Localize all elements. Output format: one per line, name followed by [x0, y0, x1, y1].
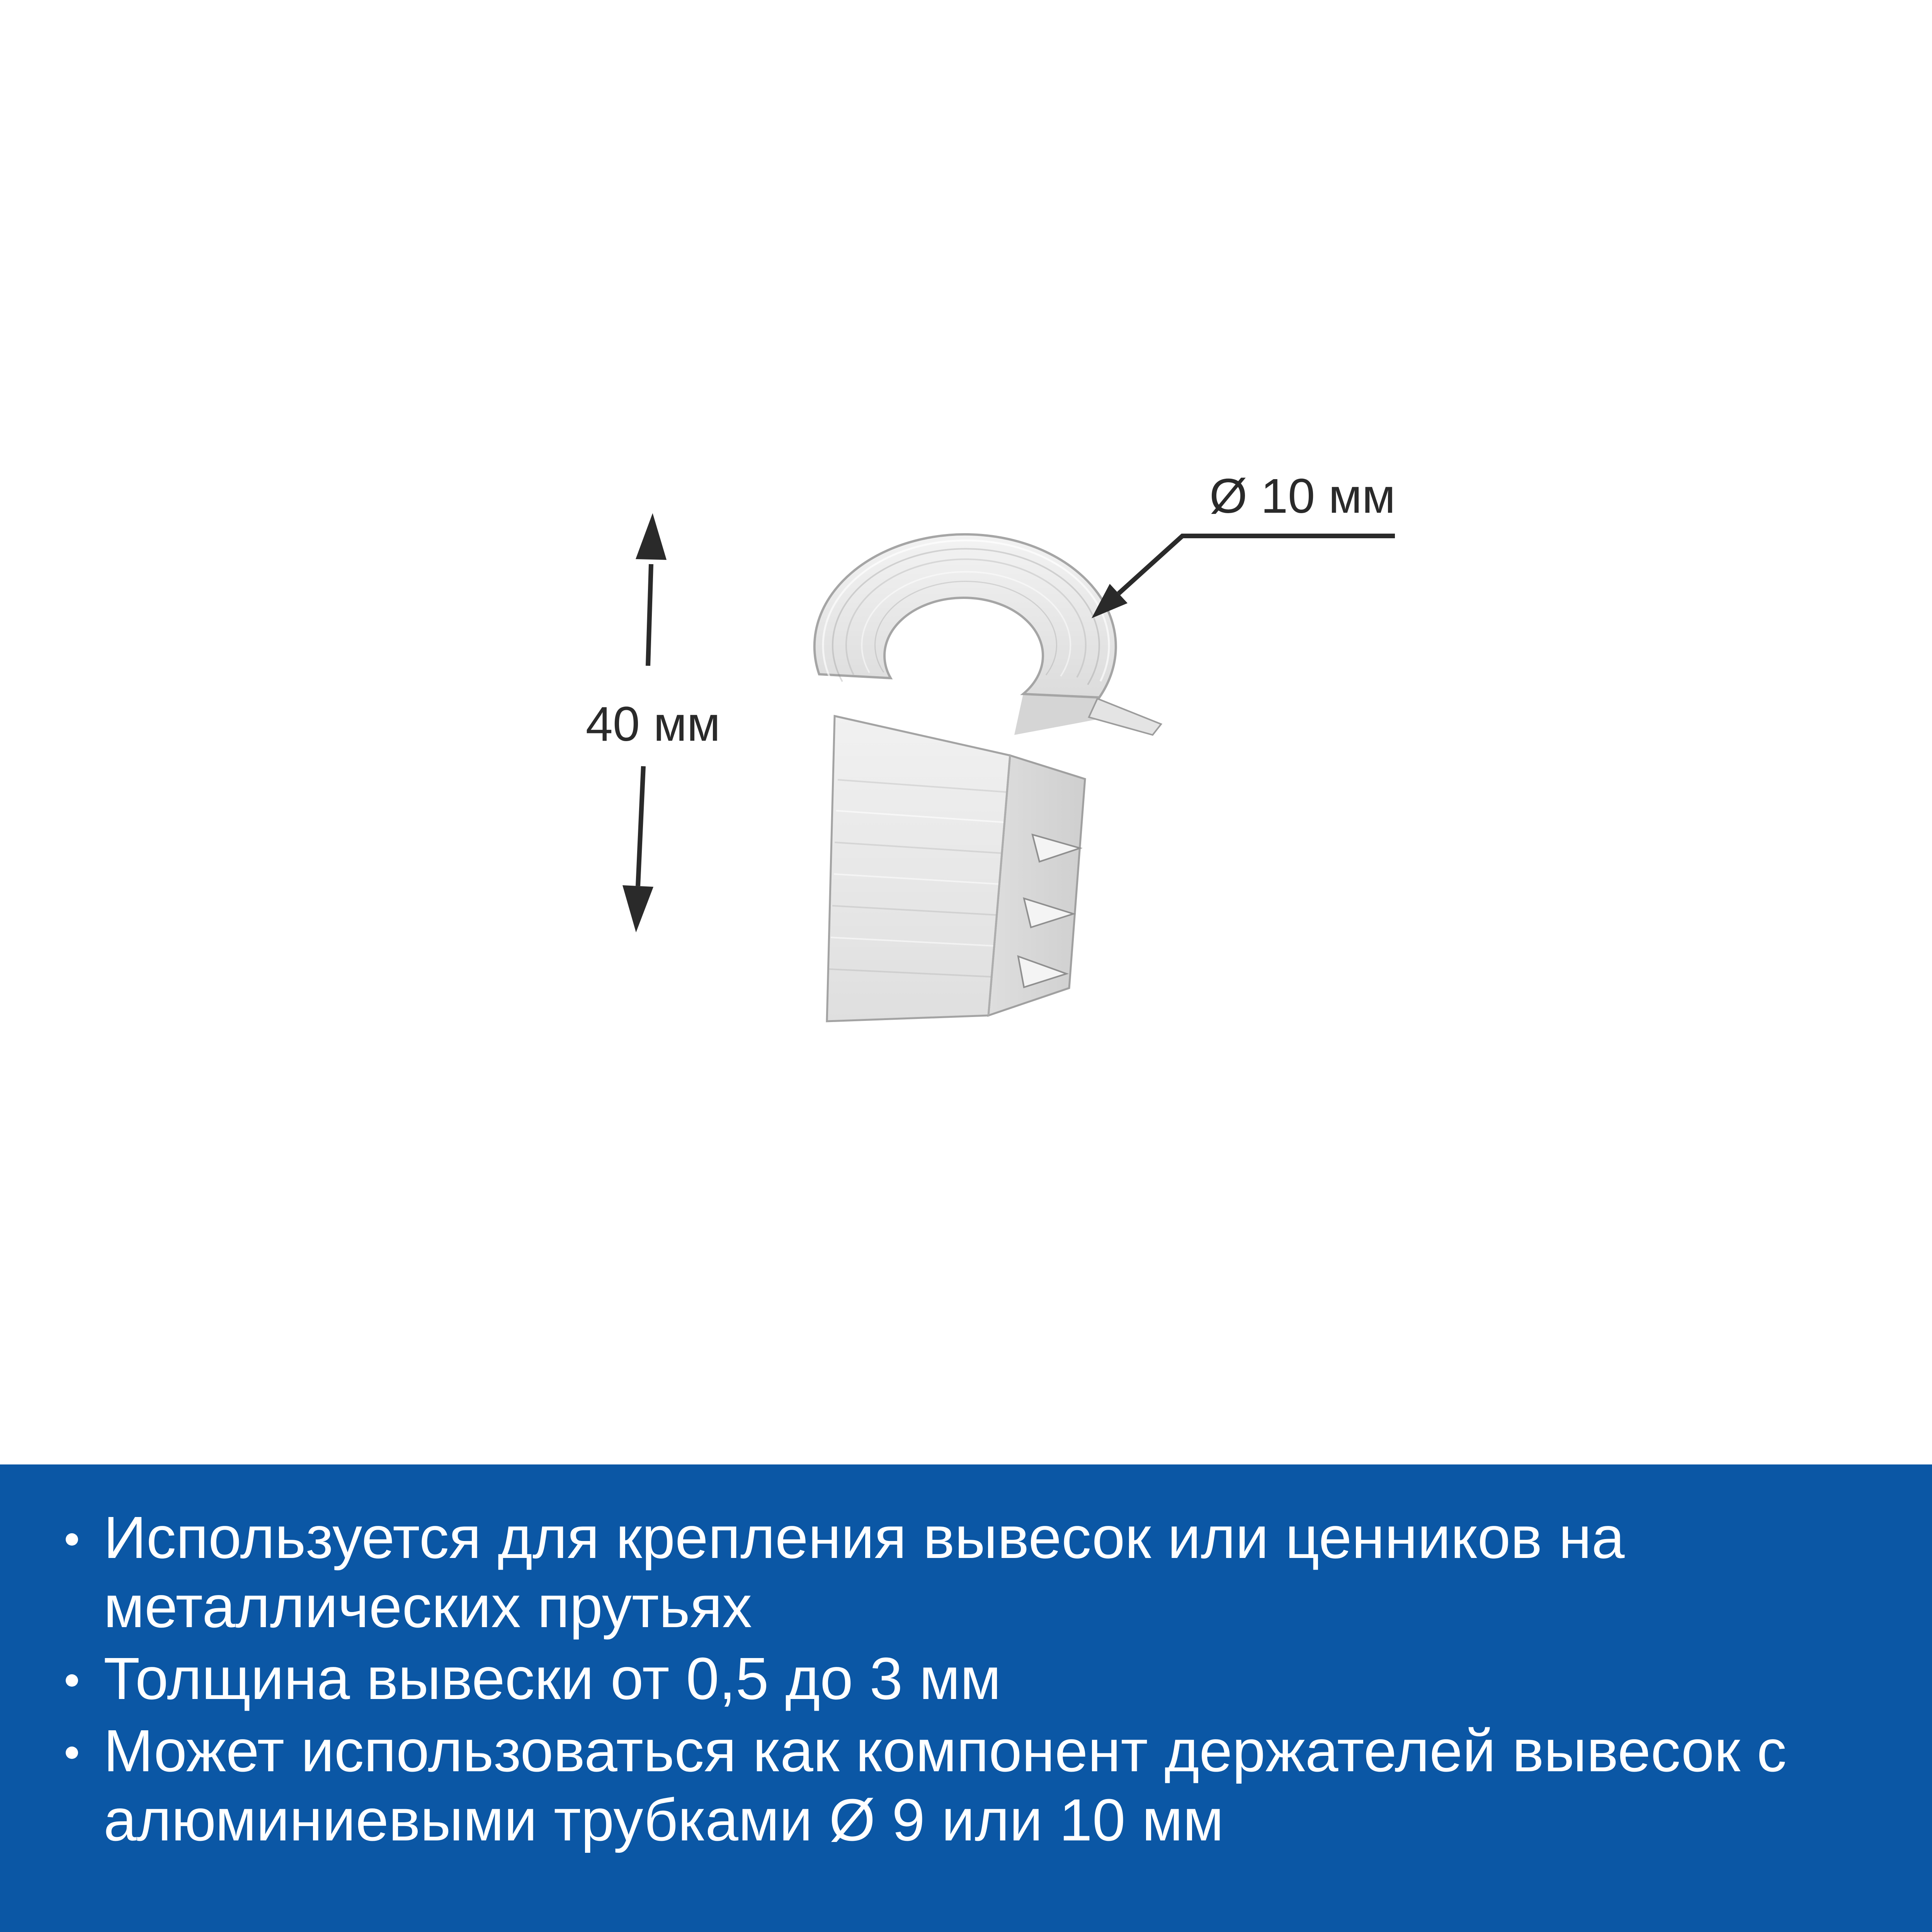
height-arrow-up-head-icon — [636, 513, 667, 560]
list-item — [66, 1503, 1878, 1641]
list-item — [66, 1644, 1878, 1713]
clip-flap — [1089, 699, 1161, 735]
height-arrow-down-head-icon — [622, 885, 653, 932]
footer-specs-panel — [0, 1464, 1932, 1932]
diameter-leader — [1092, 536, 1395, 618]
bullet-dot-icon — [66, 1674, 78, 1687]
height-label: 40 мм — [585, 697, 721, 751]
spec-thickness-text: Толщина вывески от 0,5 до 3 мм — [104, 1645, 1001, 1712]
list-item — [66, 1716, 1878, 1854]
hook-inner-wall — [1014, 694, 1099, 735]
height-arrow-down-shaft — [638, 766, 643, 886]
spec-component-text: Может использоваться как компонент держателей вывесок с алюминиевыми трубками Ø 9 или 10 мм — [104, 1717, 1787, 1853]
bullet-dot-icon — [66, 1533, 78, 1546]
diameter-label: Ø 10 мм — [1209, 469, 1396, 523]
spec-usage-text: Используется для крепления вывесок или ценников на металлических прутьях — [104, 1504, 1625, 1640]
bullet-dot-icon — [66, 1747, 78, 1759]
height-arrow-up-shaft — [648, 564, 651, 666]
clip-body-front — [827, 716, 1010, 1021]
